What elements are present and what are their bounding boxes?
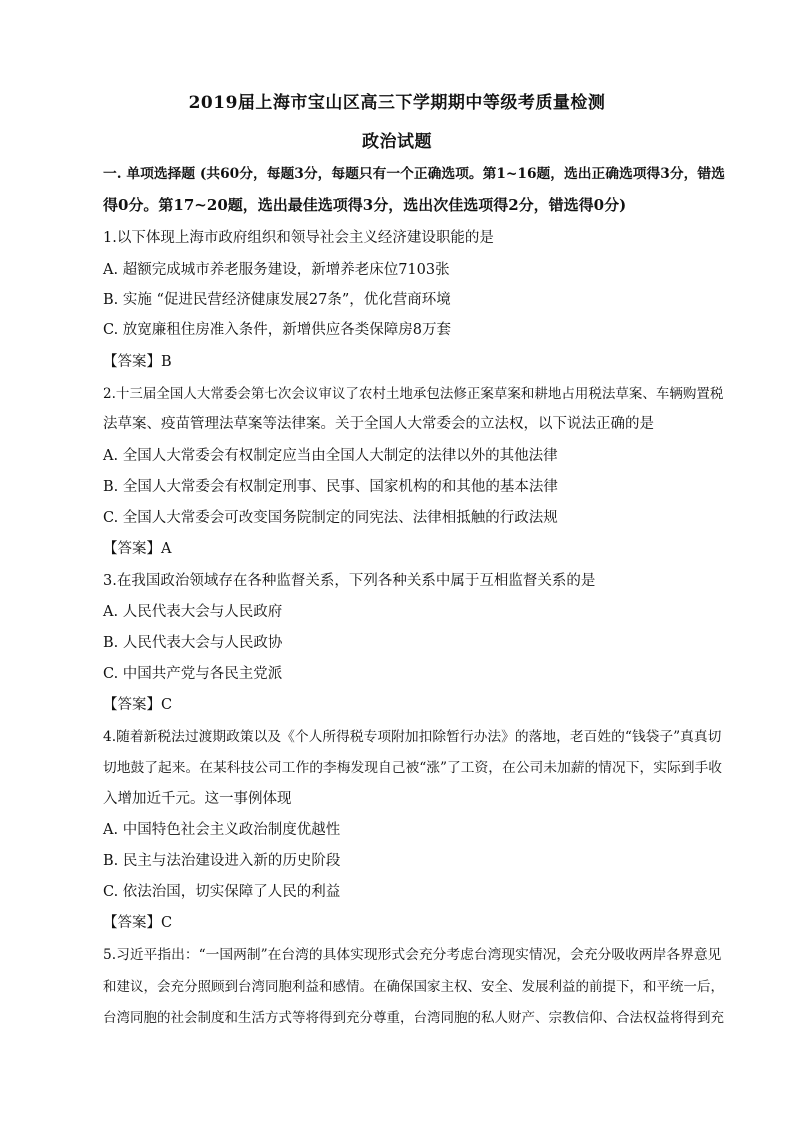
question-stem: 1.以下体现上海市政府组织和领导社会主义经济建设职能的是 (103, 230, 494, 246)
question-option: A. 超额完成城市养老服务建设，新增养老床位7103张 (103, 262, 450, 278)
question-option: B. 实施 “促进民营经济健康发展27条”，优化营商环境 (103, 292, 451, 308)
question-option: C. 放宽廉租住房准入条件，新增供应各类保障房8万套 (103, 322, 452, 338)
question-stem: 入增加近千元。这一事例体现 (103, 791, 292, 807)
question-option: C. 依法治国，切实保障了人民的利益 (103, 884, 341, 900)
question-answer: 【答案】C (103, 915, 173, 931)
question-option: B. 全国人大常委会有权制定刑事、民事、国家机构的和其他的基本法律 (103, 479, 558, 495)
question-stem: 4.随着新税法过渡期政策以及《个人所得税专项附加扣除暂行办法》的落地，老百姓的“钱袋子”真真切 (103, 729, 722, 745)
question-answer: 【答案】A (103, 541, 172, 557)
question-answer: 【答案】B (103, 354, 172, 370)
question-option: B. 民主与法治建设进入新的历史阶段 (103, 853, 341, 869)
document-subtitle: 政治试题 (362, 132, 432, 152)
document-title: 2019届上海市宝山区高三下学期期中等级考质量检测 (188, 93, 606, 113)
question-answer: 【答案】C (103, 697, 173, 713)
question-stem: 5.习近平指出：“一国两制”在台湾的具体实现形式会充分考虑台湾现实情况，会充分吸收两岸各界意见 (103, 947, 722, 963)
question-stem: 3.在我国政治领域存在各种监督关系，下列各种关系中属于互相监督关系的是 (103, 573, 596, 589)
question-stem: 台湾同胞的社会制度和生活方式等将得到充分尊重，台湾同胞的私人财产、宗教信仰、合法权益将得到充 (103, 1010, 724, 1026)
question-stem: 2.十三届全国人大常委会第七次会议审议了农村土地承包法修正案草案和耕地占用税法草案、车辆购置税 (103, 386, 724, 402)
question-stem: 切地鼓了起来。在某科技公司工作的李梅发现自己被“涨”了工资，在公司未加薪的情况下，实际到手收 (103, 760, 723, 776)
question-option: B. 人民代表大会与人民政协 (103, 635, 283, 651)
question-stem: 法草案、疫苗管理法草案等法律案。关于全国人大常委会的立法权，以下说法正确的是 (103, 416, 654, 432)
question-stem: 和建议，会充分照顾到台湾同胞利益和感情。在确保国家主权、安全、发展利益的前提下，和平统一后， (103, 979, 724, 995)
section-header-line: 一. 单项选择题 (共60分，每题3分，每题只有一个正确选项。第1~16题，选出正确选项得3分，错选 (103, 166, 725, 182)
question-option: A. 中国特色社会主义政治制度优越性 (103, 822, 341, 838)
section-header-line: 得0分。第17~20题，选出最佳选项得3分，选出次佳选项得2分，错选得0分) (103, 196, 627, 214)
question-option: C. 全国人大常委会可改变国务院制定的同宪法、法律相抵触的行政法规 (103, 510, 558, 526)
question-option: C. 中国共产党与各民主党派 (103, 666, 283, 682)
question-option: A. 人民代表大会与人民政府 (103, 604, 283, 620)
question-option: A. 全国人大常委会有权制定应当由全国人大制定的法律以外的其他法律 (103, 448, 558, 464)
